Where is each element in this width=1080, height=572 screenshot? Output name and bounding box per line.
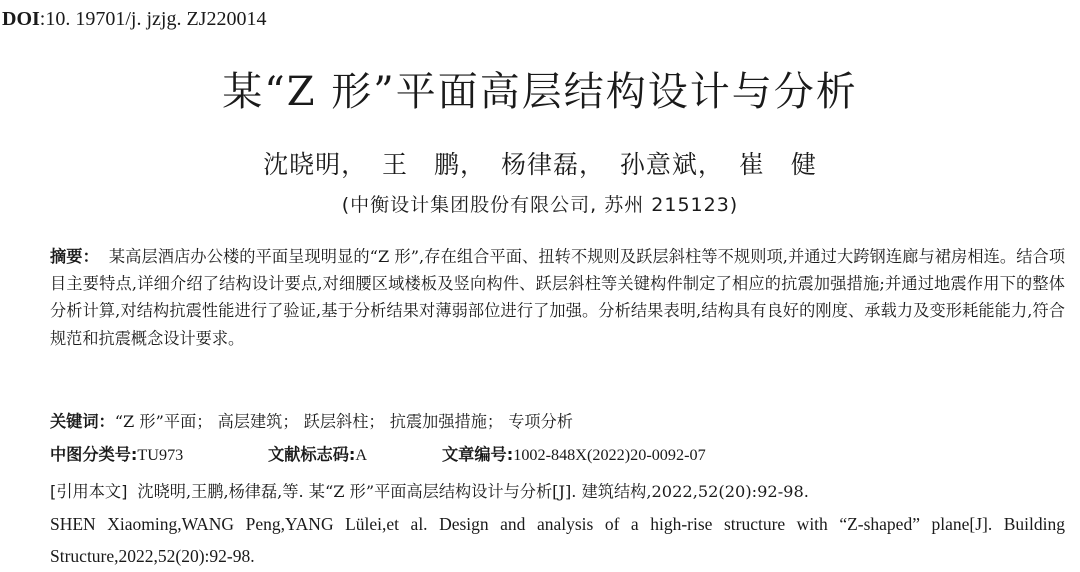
keywords-label: 关键词： — [50, 412, 115, 431]
paper-title: 某“Z 形”平面高层结构设计与分析 — [222, 69, 858, 115]
doi-label: DOI — [2, 8, 40, 30]
abstract-text: 某高层酒店办公楼的平面呈现明显的“Z 形”,存在组合平面、扭转不规则及跃层斜柱等不规则项,并通过大跨钢连廊与裙房相连。结合项目主要特点,详细介绍了结构设计要点,对细腰区域楼板及竖向构件、跃层斜柱等关键构件制定了相应的抗震加强措施;并通过地震作用下的整体分析计算,对结构抗震性能进行了验证,基于分析结果对薄弱部位进行了加强。分析结果表明,结构具有良好的刚度、承载力及变形耗能能力,符合规范和抗震概念设计要求。 — [50, 247, 1066, 348]
classification-row — [50, 442, 706, 468]
article-no-group — [442, 442, 706, 468]
abstract — [50, 243, 1065, 352]
citation — [50, 476, 1065, 572]
doc-code-label: 文献标志码: — [268, 445, 356, 464]
clc-value: TU973 — [137, 446, 184, 464]
keywords — [50, 409, 573, 435]
clc-label: 中图分类号: — [50, 445, 138, 464]
citation-label: [引用本文] — [50, 482, 128, 501]
doi-value: :10. 19701/j. jzjg. ZJ220014 — [39, 8, 267, 30]
affiliation: (中衡设计集团股份有限公司, 苏州 215123) — [341, 194, 739, 216]
clc-group — [50, 442, 268, 468]
article-no-value: 1002-848X(2022)20-0092-07 — [513, 446, 706, 464]
doc-code-group — [268, 442, 442, 468]
article-no-label: 文章编号: — [442, 445, 514, 464]
doc-code-value: A — [355, 446, 368, 464]
citation-cn-text: 沈晓明,王鹏,杨律磊,等. 某“Z 形”平面高层结构设计与分析[J]. 建筑结构,2022,52(20):92-98. — [137, 482, 809, 501]
doi-line — [2, 6, 266, 32]
author-list: 沈晓明， 王 鹏， 杨律磊， 孙意斌， 崔 健 — [263, 150, 817, 179]
citation-cn — [50, 476, 1065, 508]
keywords-text: “Z 形”平面； 高层建筑； 跃层斜柱； 抗震加强措施； 专项分析 — [114, 412, 573, 431]
abstract-label: 摘要： — [50, 247, 99, 266]
citation-en: SHEN Xiaoming,WANG Peng,YANG Lülei,et al. Design and analysis of a high-rise structure with “Z-shaped” plane[J]. Building Structure,2022,52(20):92-98. — [50, 514, 1065, 566]
